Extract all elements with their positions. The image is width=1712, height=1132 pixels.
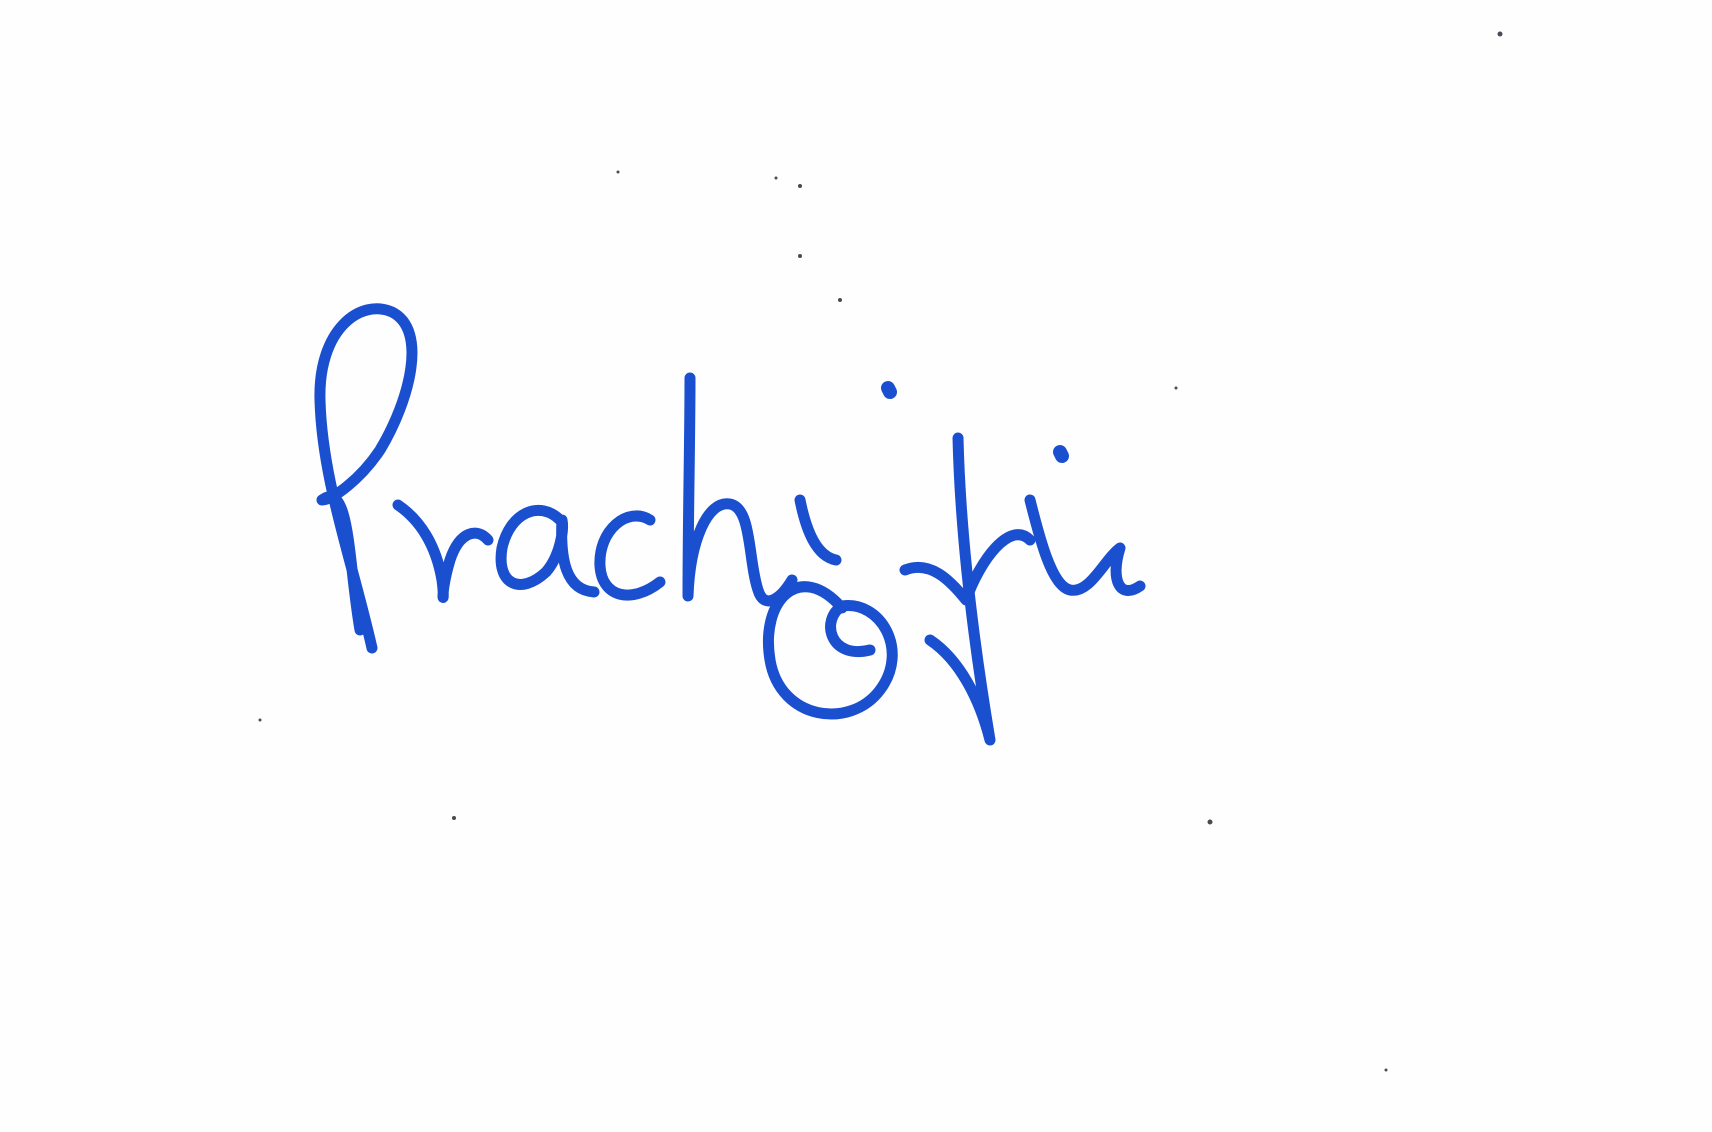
signature-letter-a [501, 510, 594, 592]
signature-letter-o [768, 587, 892, 714]
signature-letter-r [398, 505, 488, 597]
signature-dot-1 [888, 388, 890, 392]
signature-letter-h [688, 378, 792, 601]
signature-letter-p [320, 309, 412, 648]
signature-letter-c [600, 516, 660, 595]
signature-letter-i [800, 500, 836, 560]
signature-letter-a2 [1030, 500, 1140, 591]
paper-specks [259, 32, 1503, 1072]
signature-dot-2 [1060, 452, 1062, 456]
